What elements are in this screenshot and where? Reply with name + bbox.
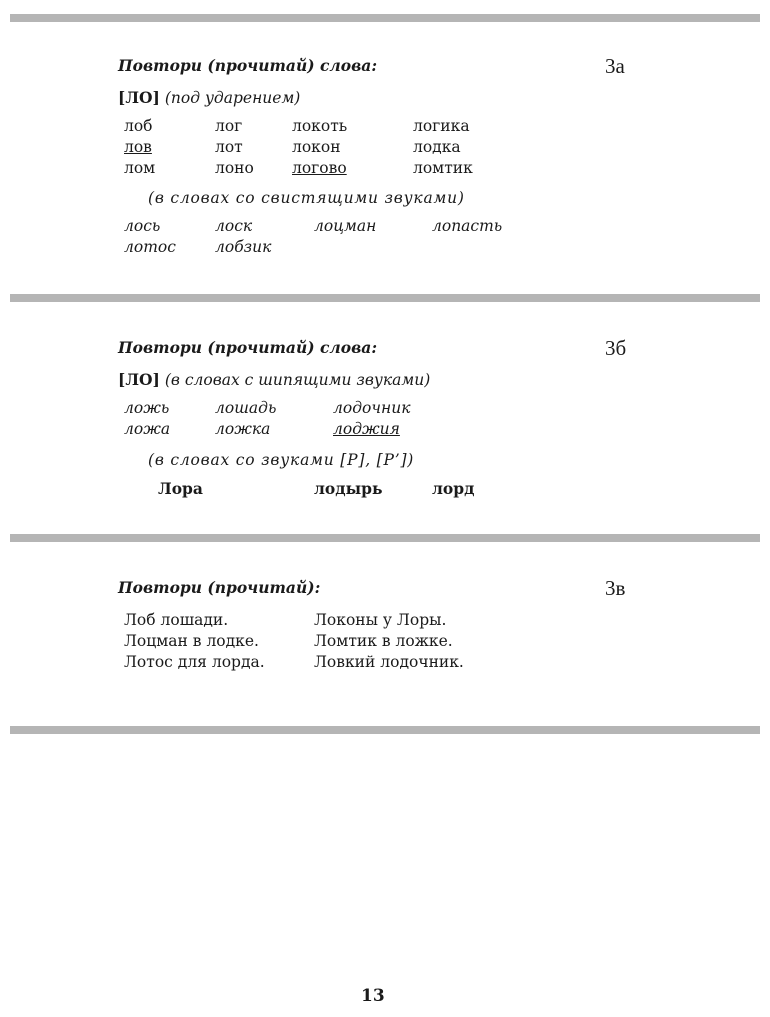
word: ломтик xyxy=(413,159,473,177)
word: ложа xyxy=(124,420,171,438)
section-a-heading: Повтори (прочитай) слова: xyxy=(118,56,378,75)
section-a-tag xyxy=(118,88,300,107)
word: ложь xyxy=(124,399,170,417)
sentence: Ловкий лодочник. xyxy=(314,653,464,671)
section-divider-3 xyxy=(10,726,760,734)
word: локон xyxy=(292,138,341,156)
section-c-heading: Повтори (прочитай): xyxy=(118,578,321,597)
section-b-tag xyxy=(118,370,430,389)
word: лось xyxy=(124,217,161,235)
sentence: Лотос для лорда. xyxy=(124,653,265,671)
section-divider-1 xyxy=(10,294,760,302)
sentence: Локоны у Лоры. xyxy=(314,611,447,629)
section-b-tag-note: (в словах с шипящими звуками) xyxy=(164,371,431,389)
section-a-tag-syllable: [ЛО] xyxy=(118,88,160,107)
sentence: Ломтик в ложке. xyxy=(314,632,453,650)
section-c-number: 3в xyxy=(605,576,626,600)
word-bold: лорд xyxy=(432,479,475,498)
word-underlined: логово xyxy=(292,159,347,177)
word: лом xyxy=(124,159,156,177)
section-b-tag-syllable: [ЛО] xyxy=(118,370,160,389)
section-b-number: 3б xyxy=(605,336,627,360)
word: лобзик xyxy=(215,238,272,256)
section-a-tag-note: (под ударением) xyxy=(164,89,301,107)
section-a-number: 3а xyxy=(605,54,625,78)
word: лоск xyxy=(215,217,253,235)
sentence: Лоцман в лодке. xyxy=(124,632,259,650)
word: лоб xyxy=(124,117,153,135)
word: ложка xyxy=(215,420,271,438)
word: лотос xyxy=(124,238,176,256)
section-divider-top xyxy=(10,14,760,22)
section-a-note: (в словах со свистящими звуками) xyxy=(148,189,465,207)
word: лошадь xyxy=(215,399,277,417)
word: лодочник xyxy=(333,399,411,417)
word: лот xyxy=(215,138,243,156)
page-number: 13 xyxy=(361,986,385,1006)
word: логика xyxy=(413,117,470,135)
section-b-note: (в словах со звуками [Р], [Р’]) xyxy=(148,451,415,469)
word: лопасть xyxy=(432,217,503,235)
word-underlined: лоджия xyxy=(333,420,400,438)
section-divider-2 xyxy=(10,534,760,542)
section-b-heading: Повтори (прочитай) слова: xyxy=(118,338,378,357)
word-bold: лодырь xyxy=(314,479,383,498)
word: лодка xyxy=(413,138,461,156)
word: лоцман xyxy=(314,217,377,235)
sentence: Лоб лошади. xyxy=(124,611,229,629)
word: лоно xyxy=(215,159,254,177)
word: лог xyxy=(215,117,243,135)
word: локоть xyxy=(292,117,348,135)
word-underlined: лов xyxy=(124,138,152,156)
word-bold: Лора xyxy=(158,479,203,498)
